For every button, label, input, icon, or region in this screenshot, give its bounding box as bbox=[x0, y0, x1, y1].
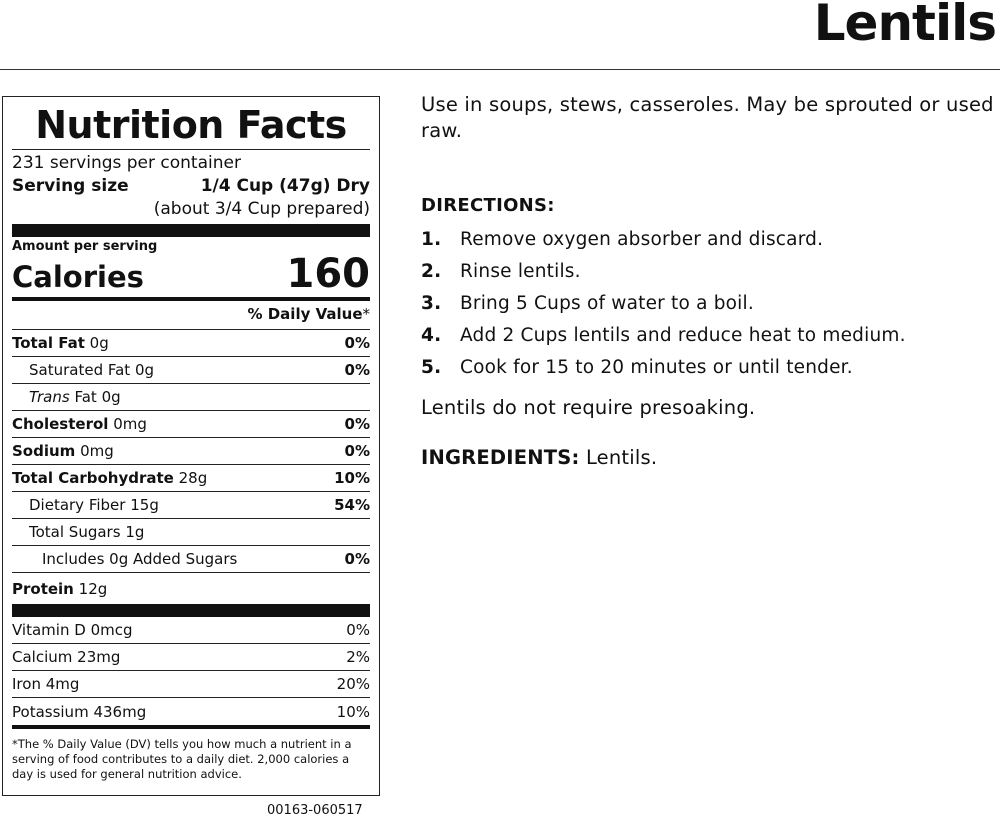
nutrient-label: Includes 0g Added Sugars bbox=[42, 550, 238, 568]
presoak-note: Lentils do not require presoaking. bbox=[421, 396, 756, 419]
step-number: 3. bbox=[421, 292, 442, 314]
thick-divider bbox=[12, 224, 370, 237]
product-info bbox=[421, 92, 999, 471]
vitamin-amount: 23mg bbox=[77, 648, 121, 666]
nutrient-row-dietary-fiber bbox=[12, 492, 370, 519]
nutrient-label: Cholesterol bbox=[12, 415, 109, 433]
serving-size-row bbox=[12, 174, 370, 198]
vitamin-amount: 0mcg bbox=[90, 621, 133, 639]
header-divider bbox=[0, 69, 1000, 70]
nutrient-dv: 0% bbox=[344, 442, 370, 460]
step-text: Remove oxygen absorber and discard. bbox=[460, 228, 824, 250]
nutrient-dv: 0% bbox=[344, 361, 370, 379]
nutrient-amount: 15g bbox=[130, 496, 159, 514]
nutrient-row-saturated-fat bbox=[12, 357, 370, 384]
vitamin-amount: 4mg bbox=[45, 675, 80, 693]
step-text: Add 2 Cups lentils and reduce heat to medium. bbox=[460, 324, 906, 346]
calories-row bbox=[12, 251, 370, 297]
nutrient-dv: 0% bbox=[344, 415, 370, 433]
servings-per-container: 231 servings per container bbox=[12, 153, 241, 173]
calories-value: 160 bbox=[286, 251, 370, 297]
directions-heading: DIRECTIONS: bbox=[421, 195, 555, 216]
directions-list bbox=[421, 223, 999, 383]
nutrient-label: Total Carbohydrate bbox=[12, 469, 174, 487]
vitamin-dv: 20% bbox=[336, 675, 370, 693]
step-number: 5. bbox=[421, 356, 442, 378]
nutrient-label-italic: Trans bbox=[29, 388, 70, 406]
nutrient-row-cholesterol bbox=[12, 411, 370, 438]
nutrient-row-total-carbohydrate bbox=[12, 465, 370, 492]
step-number: 4. bbox=[421, 324, 442, 346]
nutrient-label: Protein bbox=[12, 579, 74, 598]
vitamin-amount: 436mg bbox=[93, 702, 147, 721]
vitamin-row-potassium bbox=[12, 698, 370, 725]
nutrient-label: Dietary Fiber bbox=[29, 496, 126, 514]
direction-step bbox=[421, 351, 999, 383]
vitamin-row-iron bbox=[12, 671, 370, 698]
daily-value-footnote: *The % Daily Value (DV) tells you how much a nutrient in a serving of food contributes to a daily diet. 2,000 calories a day is used for general nutrition advice. bbox=[12, 737, 352, 781]
nutrient-row-total-sugars bbox=[12, 519, 370, 546]
serving-size-label: Serving size bbox=[12, 176, 129, 196]
nutrient-amount: 1g bbox=[125, 523, 145, 541]
direction-step bbox=[421, 223, 999, 255]
thick-divider bbox=[12, 604, 370, 617]
nutrient-dv: 10% bbox=[334, 469, 370, 487]
calories-label: Calories bbox=[12, 260, 144, 294]
nutrient-row-sodium bbox=[12, 438, 370, 465]
step-text: Cook for 15 to 20 minutes or until tender. bbox=[460, 356, 853, 378]
nutrient-amount: 0mg bbox=[80, 442, 114, 460]
step-number: 2. bbox=[421, 260, 442, 282]
nutrition-facts-panel bbox=[2, 96, 380, 796]
serving-size-prepared: (about 3/4 Cup prepared) bbox=[153, 199, 370, 219]
nutrient-label: Saturated Fat bbox=[29, 361, 131, 379]
direction-step bbox=[421, 319, 999, 351]
nutrient-label: Fat bbox=[74, 388, 97, 406]
nutrient-dv: 0% bbox=[344, 550, 370, 568]
step-text: Rinse lentils. bbox=[460, 260, 581, 282]
step-text: Bring 5 Cups of water to a boil. bbox=[460, 292, 754, 314]
nutrient-row-added-sugars bbox=[12, 546, 370, 573]
vitamin-row-vitamin-d bbox=[12, 617, 370, 644]
nutrition-facts-title: Nutrition Facts bbox=[35, 103, 347, 147]
nutrient-amount: 0g bbox=[89, 334, 109, 352]
daily-value-star: * bbox=[362, 305, 370, 323]
serving-size-value: 1/4 Cup (47g) Dry bbox=[200, 176, 370, 196]
vitamin-row-calcium bbox=[12, 644, 370, 671]
nutrient-amount: 0g bbox=[134, 361, 155, 379]
vitamin-label: Calcium bbox=[12, 648, 73, 666]
step-number: 1. bbox=[421, 228, 442, 250]
product-title: Lentils bbox=[813, 0, 996, 52]
nutrient-row-trans-fat bbox=[12, 384, 370, 411]
vitamin-dv: 0% bbox=[346, 621, 370, 639]
daily-value-header bbox=[12, 301, 370, 329]
nutrient-row-protein bbox=[12, 573, 370, 604]
vitamin-label: Potassium bbox=[12, 702, 89, 721]
nutrient-amount: 12g bbox=[78, 579, 108, 598]
daily-value-label: % Daily Value bbox=[247, 305, 363, 323]
nutrient-label: Total Sugars bbox=[29, 523, 121, 541]
usage-text: Use in soups, stews, casseroles. May be sprouted or used raw. bbox=[421, 93, 994, 142]
ingredients-value: Lentils. bbox=[585, 446, 658, 469]
amount-per-serving: Amount per serving bbox=[12, 239, 158, 254]
direction-step bbox=[421, 255, 999, 287]
product-code: 00163-060517 bbox=[267, 803, 363, 818]
nutrient-dv: 0% bbox=[344, 334, 370, 352]
divider bbox=[12, 149, 370, 150]
vitamin-label: Iron bbox=[12, 675, 41, 693]
ingredients-label: INGREDIENTS: bbox=[421, 446, 580, 469]
nutrient-amount: 0g bbox=[101, 388, 121, 406]
vitamin-label: Vitamin D bbox=[12, 621, 86, 639]
direction-step bbox=[421, 287, 999, 319]
nutrient-row-total-fat bbox=[12, 330, 370, 357]
ingredients bbox=[421, 445, 999, 471]
nutrient-dv: 54% bbox=[334, 496, 370, 514]
vitamin-dv: 2% bbox=[346, 648, 370, 666]
nutrient-amount: 28g bbox=[178, 469, 208, 487]
vitamin-dv: 10% bbox=[336, 702, 370, 721]
nutrient-label: Sodium bbox=[12, 442, 76, 460]
nutrient-label: Total Fat bbox=[12, 334, 85, 352]
nutrient-amount: 0mg bbox=[113, 415, 147, 433]
